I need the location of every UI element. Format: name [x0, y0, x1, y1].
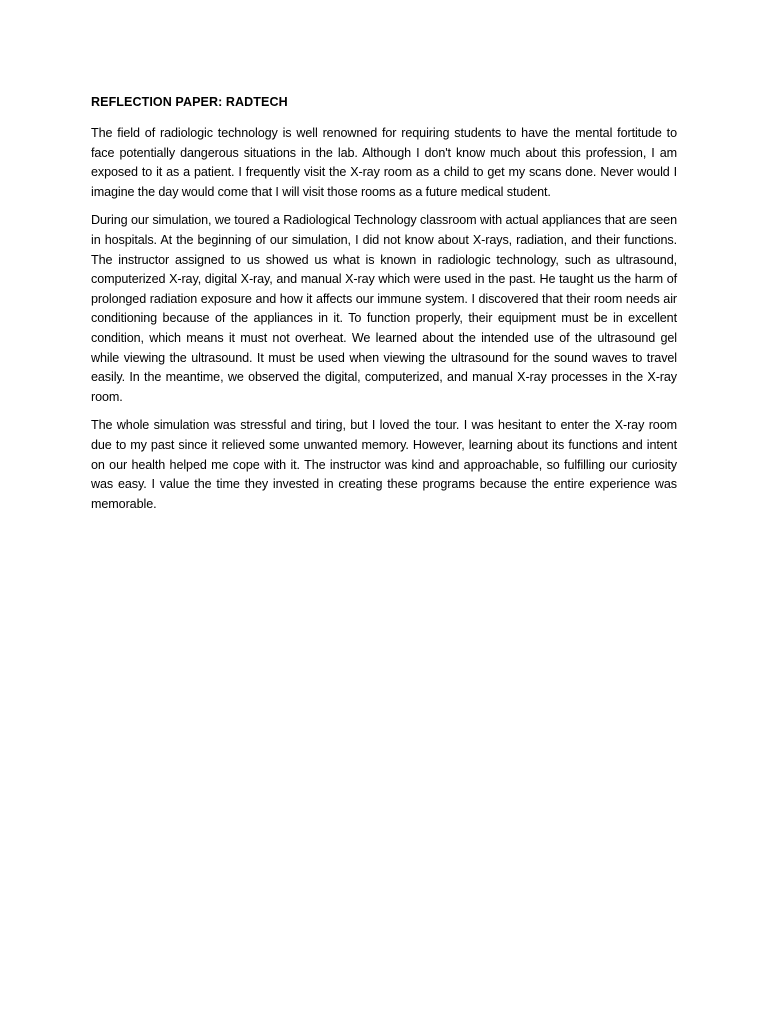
paragraph-2: During our simulation, we toured a Radiological Technology classroom with actual appliances that are seen in hospitals. At the beginning of our simulation, I did not know about X-rays, radiation, and their functions. The instructor assigned to us showed us what is known in radiologic technology, such as ultrasound, computerized X-ray, digital X-ray, and manual X-ray which were used in the past. He taught us the harm of prolonged radiation exposure and how it affects our immune system. I discovered that their room needs air conditioning because of the appliances in it. To function properly, their equipment must be in excellent condition, which means it must not overheat. We learned about the intended use of the ultrasound gel while viewing the ultrasound. It must be used when viewing the ultrasound for the sound waves to travel easily. In the meantime, we observed the digital, computerized, and manual X-ray processes in the X-ray room.: [91, 213, 677, 404]
paragraph-3: The whole simulation was stressful and tiring, but I loved the tour. I was hesitant to enter the X-ray room due to my past since it relieved some unwanted memory. However, learning about its functions and intent on our health helped me cope with it. The instructor was kind and approachable, so fulfilling our curiosity was easy. I value the time they invested in creating these programs because the entire experience was memorable.: [91, 418, 677, 511]
document-title: REFLECTION PAPER: RADTECH: [91, 95, 288, 109]
document-body: [91, 93, 677, 523]
paragraph-1: The field of radiologic technology is well renowned for requiring students to have the mental fortitude to face potentially dangerous situations in the lab. Although I don't know much about this profession, I am exposed to it as a patient. I frequently visit the X-ray room as a child to get my scans done. Never would I imagine the day would come that I will visit those rooms as a future medical student.: [91, 126, 677, 199]
